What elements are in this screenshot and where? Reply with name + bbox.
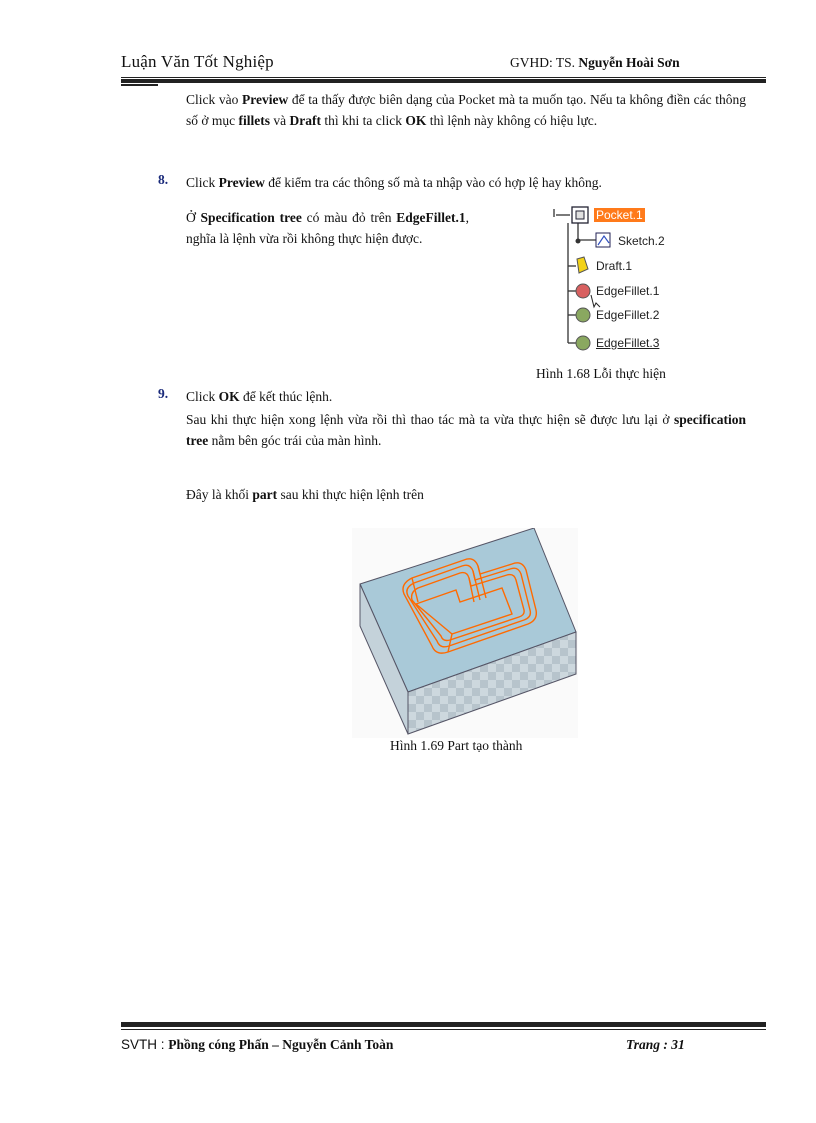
bold-ok: OK [218, 389, 240, 404]
text-run: sau khi thực hiện lệnh trên [277, 487, 424, 502]
step-number-8: 8. [158, 172, 169, 187]
text-run: nằm bên góc trái của màn hình. [208, 433, 382, 448]
tree-item-edgefillet-3: EdgeFillet.3 [596, 336, 660, 350]
part-paragraph [186, 484, 746, 505]
bold-spec-tree: Specification tree [200, 210, 302, 225]
text-run: , nghĩa là lệnh vừa rồi không thực hiện được. [186, 210, 469, 246]
page-number: Trang : 31 [626, 1037, 685, 1052]
header-rule-stub [121, 84, 158, 86]
text-run: thì lệnh này không có hiệu lực. [426, 113, 598, 128]
bold-ok: OK [405, 113, 427, 128]
text-run: và [270, 113, 290, 128]
footer-names: Phồng cóng Phấn – Nguyễn Cảnh Toàn [168, 1037, 394, 1052]
edgefillet-error-icon [576, 284, 590, 298]
bold-draft: Draft [289, 113, 321, 128]
tree-item-draft: Draft.1 [596, 259, 633, 273]
text-run: Sau khi thực hiện xong lệnh vừa rồi thì thao tác mà ta vừa thực hiện sẽ được lưu lại ở [186, 412, 674, 427]
tree-connectors [548, 203, 708, 353]
bold-preview: Preview [218, 175, 265, 190]
bold-fillets: fillets [238, 113, 271, 128]
tree-item-sketch: Sketch.2 [618, 234, 665, 248]
text-run: Ở [186, 210, 201, 225]
text-run: để kết thúc lệnh. [239, 389, 333, 404]
tree-item-edgefillet-2: EdgeFillet.2 [596, 308, 660, 322]
text-run: để ta thấy được biên dạng của Pocket mà ta muốn tạo. Nếu ta không điền các thông số ở mục [186, 92, 746, 128]
tree-item-pocket: Pocket.1 [596, 208, 643, 222]
footer-rule-thin [121, 1029, 766, 1030]
intro-paragraph [186, 89, 746, 131]
step-9-text [186, 386, 746, 407]
step-9-detail [186, 409, 746, 451]
bold-preview: Preview [241, 92, 289, 107]
bold-spec-tree: specification tree [186, 412, 746, 448]
text-run: Click [186, 389, 219, 404]
figure-caption-1-69: Hình 1.69 Part tạo thành [390, 738, 523, 753]
text-run: để kiểm tra các thông số mà ta nhập vào có hợp lệ hay không. [264, 175, 602, 190]
edgefillet-icon [576, 336, 590, 350]
text-run: Click vào [186, 92, 242, 107]
footer-label: SVTH : [121, 1037, 165, 1052]
header-title: Luận Văn Tốt Nghiệp [121, 52, 274, 71]
figure-caption-1-68: Hình 1.68 Lỗi thực hiện [536, 366, 666, 381]
advisor-prefix: GVHD: TS. [510, 55, 576, 70]
part-figure [352, 528, 578, 738]
text-run: Click [186, 175, 219, 190]
header-rule-thin [121, 77, 766, 78]
header-rule-thick [121, 79, 766, 83]
specification-tree-figure [548, 203, 708, 353]
spec-tree-paragraph [186, 207, 469, 249]
edgefillet-icon [576, 308, 590, 322]
draft-icon [577, 257, 588, 273]
bold-edgefillet: EdgeFillet.1 [396, 210, 466, 225]
text-run: có màu đỏ trên [301, 210, 397, 225]
text-run: Đây là khối [186, 487, 253, 502]
advisor-name: Nguyễn Hoài Sơn [578, 55, 680, 70]
step-number-9: 9. [158, 386, 169, 401]
footer-rule-thick [121, 1022, 766, 1027]
bold-part: part [252, 487, 278, 502]
text-run: thì khi ta click [321, 113, 406, 128]
header-advisor [510, 55, 680, 71]
footer-students [121, 1037, 393, 1053]
step-8-text [186, 172, 746, 193]
part-render [352, 528, 578, 738]
tree-item-edgefillet-1: EdgeFillet.1 [596, 284, 660, 298]
